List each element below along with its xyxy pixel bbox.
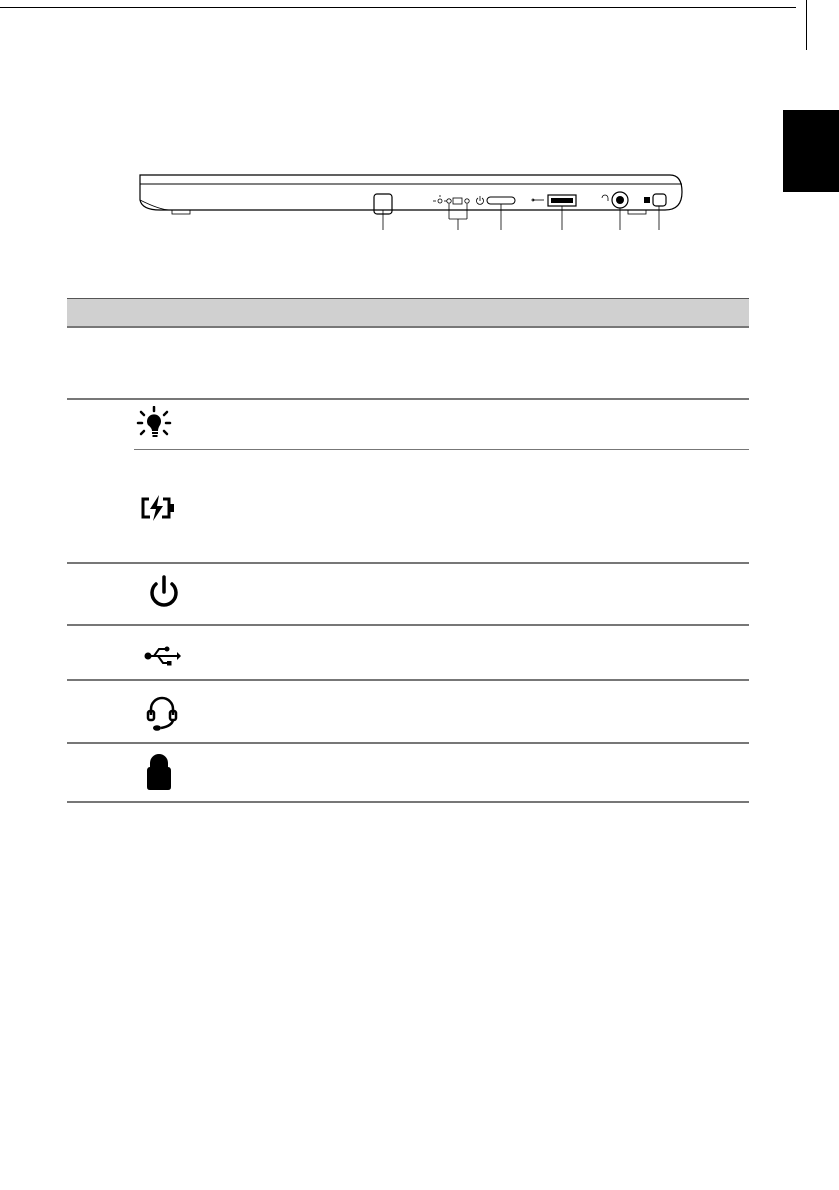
usb-port-icon bbox=[141, 636, 181, 676]
table-bottom-rule bbox=[67, 801, 749, 803]
row-divider bbox=[134, 449, 749, 450]
row-divider bbox=[67, 398, 749, 400]
battery-indicator-led bbox=[465, 199, 469, 203]
power-button-icon bbox=[144, 573, 184, 613]
laptop-body-outline bbox=[140, 175, 682, 210]
headset-symbol-mark bbox=[602, 195, 608, 201]
power-symbol-mark bbox=[477, 196, 484, 204]
lid-front-edge bbox=[140, 200, 170, 210]
battery-indicator-mark bbox=[453, 198, 462, 204]
row-divider bbox=[67, 562, 749, 564]
chapter-side-tab bbox=[783, 110, 839, 192]
table-header-row bbox=[67, 298, 749, 328]
power-indicator-led bbox=[447, 199, 451, 203]
usb-symbol-mark bbox=[532, 199, 544, 201]
battery-indicator-icon bbox=[137, 488, 177, 528]
crop-mark-horizontal bbox=[0, 7, 796, 8]
row-divider bbox=[67, 624, 749, 626]
headset-jack-inner bbox=[616, 196, 624, 204]
row-divider bbox=[67, 679, 749, 681]
power-indicator-mark bbox=[433, 195, 447, 203]
laptop-foot-right bbox=[628, 210, 646, 214]
security-lock-slot bbox=[653, 194, 666, 206]
laptop-foot-left bbox=[172, 210, 190, 214]
headset-jack-icon bbox=[142, 693, 182, 733]
lock-symbol-mark bbox=[644, 197, 650, 203]
power-button bbox=[487, 197, 515, 204]
row-divider bbox=[67, 742, 749, 744]
power-indicator-icon bbox=[135, 406, 175, 446]
crop-mark-vertical bbox=[806, 0, 807, 50]
security-lock-icon bbox=[139, 751, 179, 791]
laptop-side-view-diagram bbox=[130, 170, 690, 230]
usb-port-tongue bbox=[551, 198, 573, 203]
